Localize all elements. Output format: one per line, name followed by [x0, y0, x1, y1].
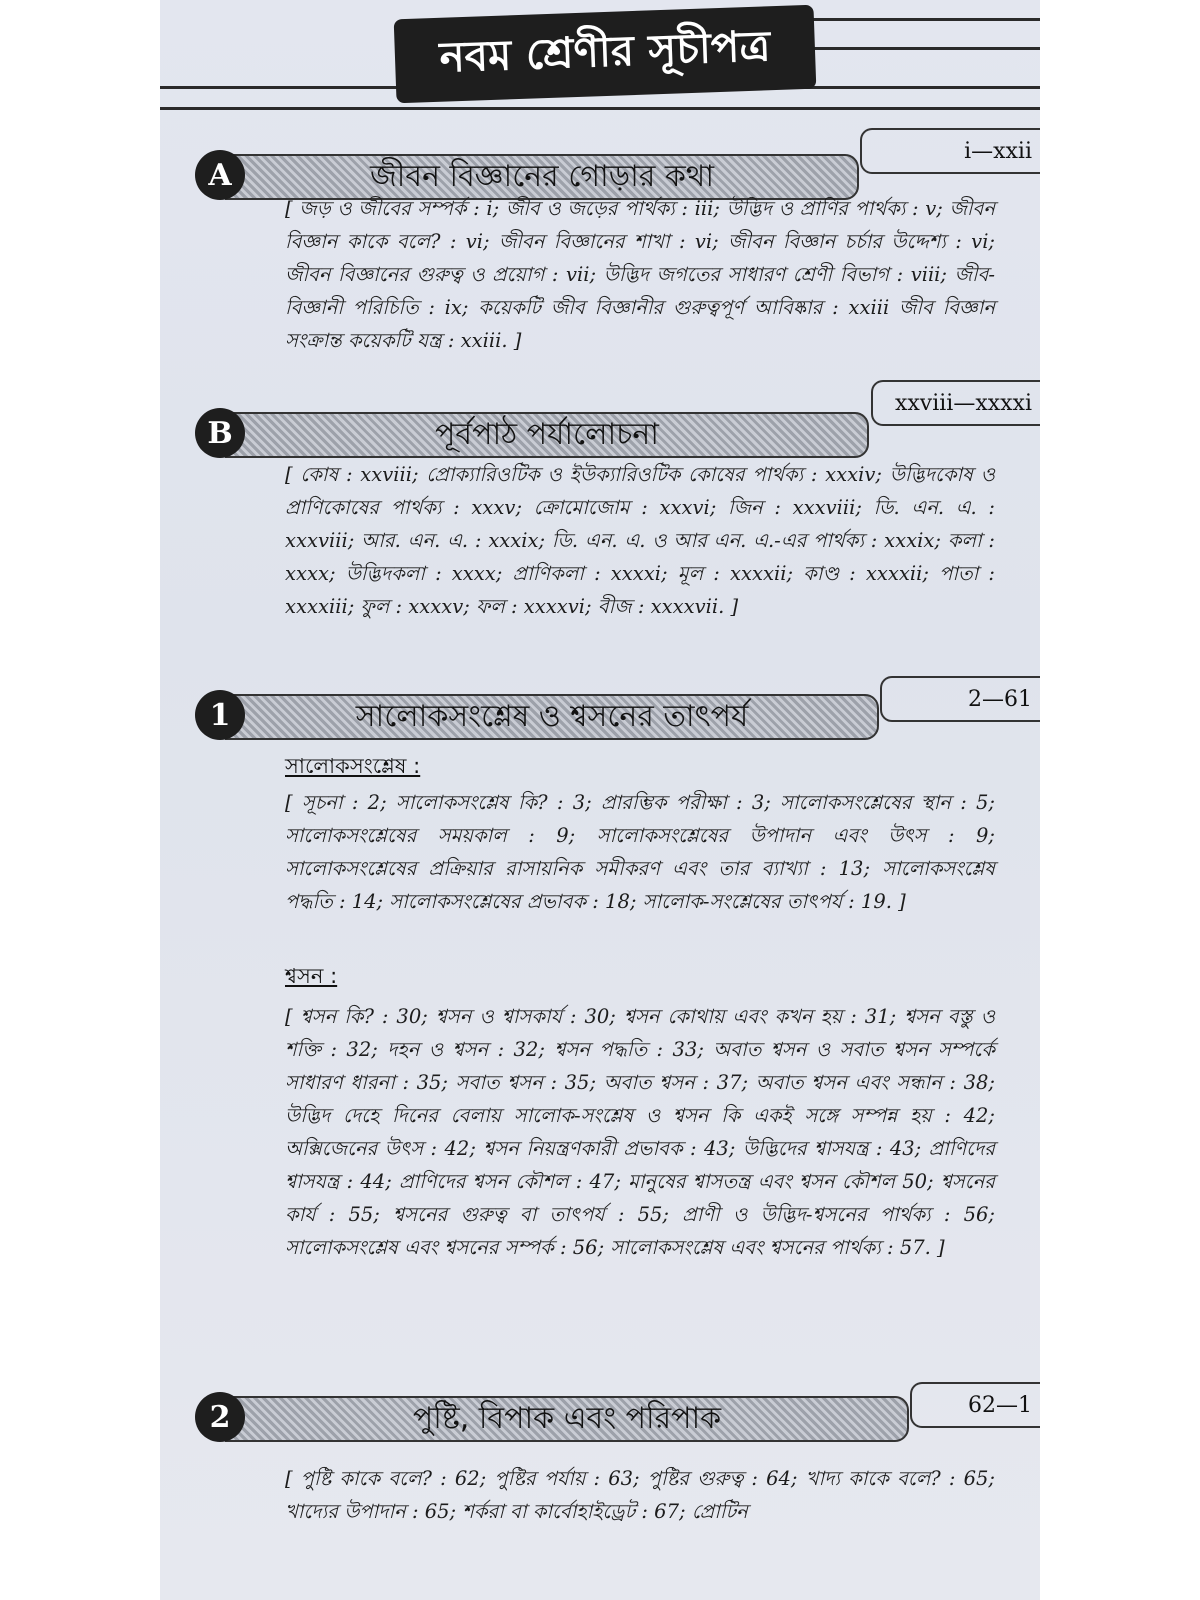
chapter-2-content: [ পুষ্টি কাকে বলে? : 62; পুষ্টির পর্যায় : 63; পুষ্টির গুরুত্ব : 64; খাদ্য কাকে বলে? : 65; খাদ্যের উপাদান : 65; শর্করা বা কার্বোহাইড্রেট : 67; প্রোটিন	[285, 1467, 995, 1523]
chapter-2-pages: 62—1	[910, 1382, 1040, 1428]
book-page	[160, 0, 1040, 1600]
section-b-pages: xxviii—xxxxi	[871, 380, 1040, 426]
title-rule-right	[800, 18, 1040, 50]
section-b-badge: B	[195, 408, 245, 458]
section-a-badge: A	[195, 150, 245, 200]
section-a-pages: i—xxii	[860, 128, 1040, 174]
page-title: নবম শ্রেণীর সূচীপত্র	[394, 5, 817, 104]
chapter-2-header	[195, 1392, 1040, 1442]
subsection-respiration-content: [ শ্বসন কি? : 30; শ্বসন ও শ্বাসকার্য : 30; শ্বসন কোথায় এবং কখন হয় : 31; শ্বসন বস্তু ও শক্তি : 32; দহন ও শ্বসন : 32; শ্বসন পদ্ধতি : 33; অবাত শ্বসন ও সবাত শ্বসন সম্পর্কে সাধারণ ধারনা : 35; সবাত শ্বসন : 35; অবাত শ্বসন : 37; অবাত শ্বসন এবং সন্ধান : 38; উদ্ভিদ দেহে দিনের বেলায় সালোক-সংশ্লেষ ও শ্বসন কি একই সঙ্গে সম্পন্ন হয় : 42; অক্সিজেনের উৎস : 42; শ্বসন নিয়ন্ত্রণকারী প্রভাবক : 43; উদ্ভিদের শ্বাসযন্ত্র : 43; প্রাণিদের শ্বাসযন্ত্র : 44; প্রাণিদের শ্বসন কৌশল : 47; মানুষের শ্বাসতন্ত্র এবং শ্বসন কৌশল 50; শ্বসনের কার্য : 55; শ্বসনের গুরুত্ব বা তাৎপর্য : 55; প্রাণী ও উদ্ভিদ-শ্বসনের পার্থক্য : 56; সালোকসংশ্লেষ এবং শ্বসনের সম্পর্ক : 56; সালোকসংশ্লেষ এবং শ্বসনের পার্থক্য : 57. ]	[285, 1005, 995, 1259]
subsection-photosynthesis-content: [ সূচনা : 2; সালোকসংশ্লেষ কি? : 3; প্রারম্ভিক পরীক্ষা : 3; সালোকসংশ্লেষের স্থান : 5; সালোকসংশ্লেষের সময়কাল : 9; সালোকসংশ্লেষের উপাদান এবং উৎস : 9; সালোকসংশ্লেষের প্রক্রিয়ার রাসায়নিক সমীকরণ এবং তার ব্যাখ্যা : 13; সালোকসংশ্লেষ পদ্ধতি : 14; সালোকসংশ্লেষের প্রভাবক : 18; সালোক-সংশ্লেষের তাৎপর্য : 19. ]	[285, 791, 995, 913]
section-a-content: [ জড় ও জীবের সম্পর্ক : i; জীব ও জড়ের পার্থক্য : iii; উদ্ভিদ ও প্রাণির পার্থক্য : v; জীবন বিজ্ঞান কাকে বলে? : vi; জীবন বিজ্ঞানের শাখা : vi; জীবন বিজ্ঞান চর্চার উদ্দেশ্য : vi; জীবন বিজ্ঞানের গুরুত্ব ও প্রয়োগ : vii; উদ্ভিদ জগতের সাধারণ শ্রেণী বিভাগ : viii; জীব-বিজ্ঞানী পরিচিতি : ix; কয়েকটি জীব বিজ্ঞানীর গুরুত্বপূর্ণ আবিষ্কার : xxiii জীব বিজ্ঞান সংক্রান্ত কয়েকটি যন্ত্র : xxiii. ]	[285, 197, 995, 352]
chapter-1-header	[195, 686, 1040, 740]
chapter-1-pages: 2—61	[880, 676, 1040, 722]
chapter-1-badge: 1	[195, 690, 245, 740]
subsection-respiration-heading: শ্বসন :	[285, 964, 338, 988]
section-b-content: [ কোষ : xxviii; প্রোক্যারিওটিক ও ইউক্যারিওটিক কোষের পার্থক্য : xxxiv; উদ্ভিদকোষ ও প্রাণিকোষের পার্থক্য : xxxv; ক্রোমোজোম : xxxvi; জিন : xxxviii; ডি. এন. এ. : xxxviii; আর. এন. এ. : xxxix; ডি. এন. এ. ও আর এন. এ.-এর পার্থক্য : xxxix; কলা : xxxx; উদ্ভিদকলা : xxxx; প্রাণিকলা : xxxxi; মূল : xxxxii; কাণ্ড : xxxxii; পাতা : xxxxiii; ফুল : xxxxv; ফল : xxxxvi; বীজ : xxxxvii. ]	[285, 463, 995, 618]
section-a-title: জীবন বিজ্ঞানের গোড়ার কথা	[225, 154, 859, 200]
chapter-2-title: পুষ্টি, বিপাক এবং পরিপাক	[225, 1396, 909, 1442]
section-b-header	[195, 390, 1040, 458]
chapter-2-badge: 2	[195, 1392, 245, 1442]
section-b-title: পূর্বপাঠ পর্যালোচনা	[225, 412, 869, 458]
chapter-1-title: সালোকসংশ্লেষ ও শ্বসনের তাৎপর্য	[225, 694, 879, 740]
subsection-photosynthesis-heading: সালোকসংশ্লেষ :	[285, 754, 421, 778]
